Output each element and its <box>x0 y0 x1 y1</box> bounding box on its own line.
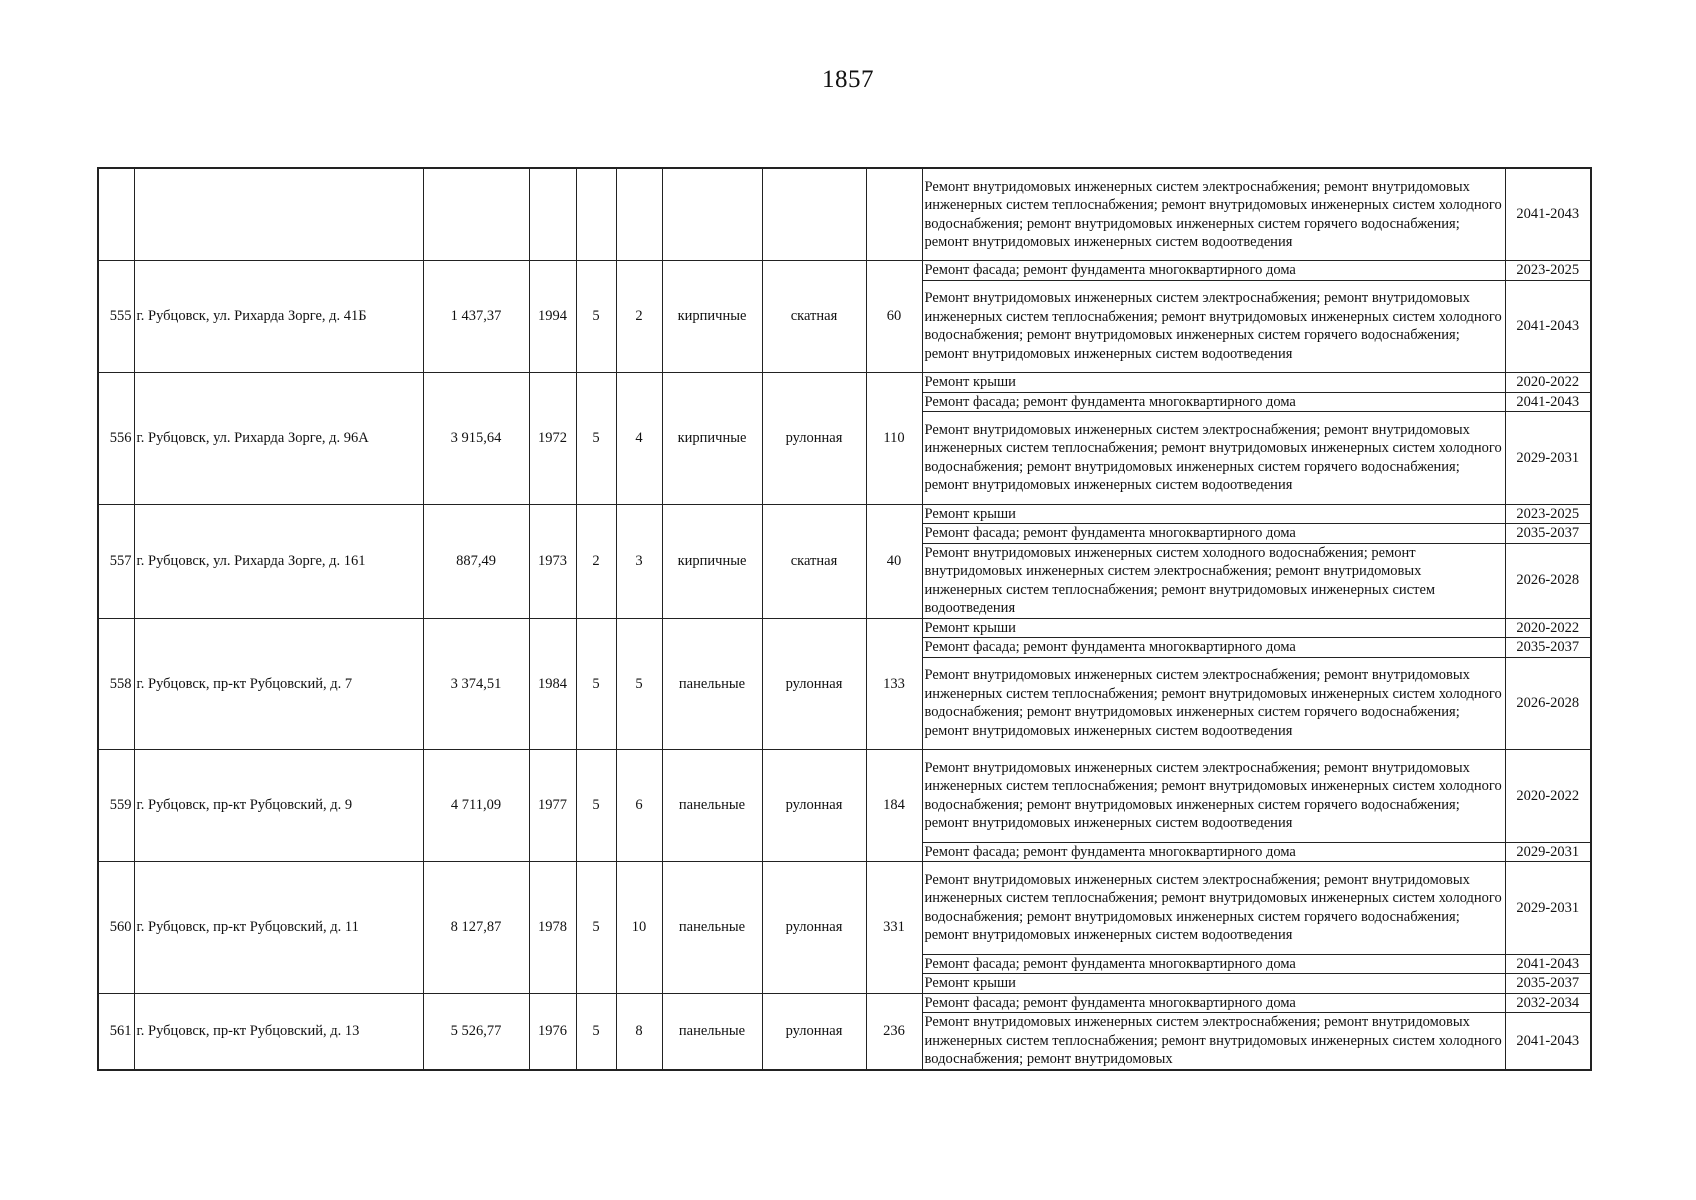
walls-material-cell: кирпичные <box>662 261 762 373</box>
work-type-cell: Ремонт внутридомовых инженерных систем электроснабжения; ремонт внутридомовых инженерных систем теплоснабжения; ремонт внутридомовых инженерных систем холодного водоснабжения; ремонт внутридомовых инженерных систем горячего водоснабжения; ремонт внутридомовых инженерных систем водоотведения <box>922 168 1505 261</box>
walls-material-cell <box>662 168 762 261</box>
entrances-cell: 4 <box>616 373 662 505</box>
address-cell: г. Рубцовск, пр-кт Рубцовский, д. 11 <box>134 862 423 994</box>
repair-period-cell: 2029-2031 <box>1505 842 1591 862</box>
area-cell: 8 127,87 <box>423 862 529 994</box>
roof-type-cell <box>762 168 866 261</box>
entrances-cell: 2 <box>616 261 662 373</box>
repair-period-cell: 2023-2025 <box>1505 261 1591 281</box>
repair-period-cell: 2041-2043 <box>1505 280 1591 373</box>
house-number-cell: 561 <box>98 993 134 1070</box>
roof-type-cell: рулонная <box>762 750 866 862</box>
floors-cell: 5 <box>576 261 616 373</box>
floors-cell <box>576 168 616 261</box>
repair-period-cell: 2041-2043 <box>1505 392 1591 412</box>
work-type-cell: Ремонт фасада; ремонт фундамента многоквартирного дома <box>922 261 1505 281</box>
work-type-cell: Ремонт фасада; ремонт фундамента многоквартирного дома <box>922 842 1505 862</box>
house-number-cell: 560 <box>98 862 134 994</box>
floors-cell: 5 <box>576 373 616 505</box>
area-cell: 3 374,51 <box>423 618 529 750</box>
table-row <box>98 618 1591 638</box>
address-cell: г. Рубцовск, пр-кт Рубцовский, д. 13 <box>134 993 423 1070</box>
work-type-cell: Ремонт крыши <box>922 974 1505 994</box>
floors-cell: 2 <box>576 504 616 618</box>
work-type-cell: Ремонт внутридомовых инженерных систем электроснабжения; ремонт внутридомовых инженерных систем теплоснабжения; ремонт внутридомовых инженерных систем холодного водоснабжения; ремонт внутридомовых инженерных систем горячего водоснабжения; ремонт внутридомовых инженерных систем водоотведения <box>922 280 1505 373</box>
floors-cell: 5 <box>576 862 616 994</box>
repair-period-cell: 2041-2043 <box>1505 168 1591 261</box>
year-cell: 1973 <box>529 504 576 618</box>
roof-type-cell: рулонная <box>762 373 866 505</box>
repair-period-cell: 2041-2043 <box>1505 954 1591 974</box>
house-number-cell: 556 <box>98 373 134 505</box>
work-type-cell: Ремонт фасада; ремонт фундамента многоквартирного дома <box>922 954 1505 974</box>
year-cell: 1994 <box>529 261 576 373</box>
year-cell: 1976 <box>529 993 576 1070</box>
capital-repair-table <box>97 167 1592 1071</box>
repair-period-cell: 2023-2025 <box>1505 504 1591 524</box>
repair-period-cell: 2026-2028 <box>1505 543 1591 618</box>
table-row <box>98 504 1591 524</box>
work-type-cell: Ремонт крыши <box>922 373 1505 393</box>
work-type-cell: Ремонт внутридомовых инженерных систем электроснабжения; ремонт внутридомовых инженерных систем теплоснабжения; ремонт внутридомовых инженерных систем холодного водоснабжения; ремонт внутридомовых инженерных систем горячего водоснабжения; ремонт внутридомовых инженерных систем водоотведения <box>922 862 1505 955</box>
work-type-cell: Ремонт внутридомовых инженерных систем электроснабжения; ремонт внутридомовых инженерных систем теплоснабжения; ремонт внутридомовых инженерных систем холодного водоснабжения; ремонт внутридомовых <box>922 1013 1505 1070</box>
repair-period-cell: 2035-2037 <box>1505 638 1591 658</box>
repair-period-cell: 2041-2043 <box>1505 1013 1591 1070</box>
entrances-cell <box>616 168 662 261</box>
apartments-cell <box>866 168 922 261</box>
apartments-cell: 110 <box>866 373 922 505</box>
floors-cell: 5 <box>576 993 616 1070</box>
year-cell: 1977 <box>529 750 576 862</box>
entrances-cell: 6 <box>616 750 662 862</box>
table-row <box>98 750 1591 843</box>
work-type-cell: Ремонт крыши <box>922 618 1505 638</box>
house-number-cell: 555 <box>98 261 134 373</box>
walls-material-cell: панельные <box>662 862 762 994</box>
entrances-cell: 5 <box>616 618 662 750</box>
address-cell: г. Рубцовск, пр-кт Рубцовский, д. 7 <box>134 618 423 750</box>
repair-period-cell: 2020-2022 <box>1505 618 1591 638</box>
address-cell: г. Рубцовск, ул. Рихарда Зорге, д. 161 <box>134 504 423 618</box>
apartments-cell: 40 <box>866 504 922 618</box>
work-type-cell: Ремонт внутридомовых инженерных систем электроснабжения; ремонт внутридомовых инженерных систем теплоснабжения; ремонт внутридомовых инженерных систем холодного водоснабжения; ремонт внутридомовых инженерных систем горячего водоснабжения; ремонт внутридомовых инженерных систем водоотведения <box>922 657 1505 750</box>
work-type-cell: Ремонт крыши <box>922 504 1505 524</box>
work-type-cell: Ремонт внутридомовых инженерных систем холодного водоснабжения; ремонт внутридомовых инженерных систем электроснабжения; ремонт внутридомовых инженерных систем теплоснабжения; ремонт внутридомовых инженерных систем водоотведения <box>922 543 1505 618</box>
address-cell: г. Рубцовск, ул. Рихарда Зорге, д. 96А <box>134 373 423 505</box>
roof-type-cell: рулонная <box>762 993 866 1070</box>
repair-period-cell: 2029-2031 <box>1505 862 1591 955</box>
area-cell: 1 437,37 <box>423 261 529 373</box>
walls-material-cell: панельные <box>662 750 762 862</box>
table-row <box>98 373 1591 393</box>
walls-material-cell: кирпичные <box>662 504 762 618</box>
year-cell: 1972 <box>529 373 576 505</box>
walls-material-cell: панельные <box>662 993 762 1070</box>
page-number: 1857 <box>822 66 874 93</box>
apartments-cell: 133 <box>866 618 922 750</box>
area-cell: 5 526,77 <box>423 993 529 1070</box>
address-cell: г. Рубцовск, пр-кт Рубцовский, д. 9 <box>134 750 423 862</box>
work-type-cell: Ремонт фасада; ремонт фундамента многоквартирного дома <box>922 993 1505 1013</box>
work-type-cell: Ремонт фасада; ремонт фундамента многоквартирного дома <box>922 638 1505 658</box>
address-cell: г. Рубцовск, ул. Рихарда Зорге, д. 41Б <box>134 261 423 373</box>
address-cell <box>134 168 423 261</box>
house-number-cell: 558 <box>98 618 134 750</box>
entrances-cell: 3 <box>616 504 662 618</box>
apartments-cell: 60 <box>866 261 922 373</box>
house-number-cell <box>98 168 134 261</box>
repair-period-cell: 2029-2031 <box>1505 412 1591 505</box>
repair-period-cell: 2032-2034 <box>1505 993 1591 1013</box>
apartments-cell: 236 <box>866 993 922 1070</box>
table-row <box>98 168 1591 261</box>
apartments-cell: 331 <box>866 862 922 994</box>
roof-type-cell: скатная <box>762 261 866 373</box>
roof-type-cell: рулонная <box>762 862 866 994</box>
work-type-cell: Ремонт внутридомовых инженерных систем электроснабжения; ремонт внутридомовых инженерных систем теплоснабжения; ремонт внутридомовых инженерных систем холодного водоснабжения; ремонт внутридомовых инженерных систем горячего водоснабжения; ремонт внутридомовых инженерных систем водоотведения <box>922 750 1505 843</box>
roof-type-cell: скатная <box>762 504 866 618</box>
year-cell <box>529 168 576 261</box>
house-number-cell: 557 <box>98 504 134 618</box>
year-cell: 1984 <box>529 618 576 750</box>
walls-material-cell: кирпичные <box>662 373 762 505</box>
floors-cell: 5 <box>576 750 616 862</box>
year-cell: 1978 <box>529 862 576 994</box>
apartments-cell: 184 <box>866 750 922 862</box>
repair-period-cell: 2020-2022 <box>1505 750 1591 843</box>
table-row <box>98 261 1591 281</box>
entrances-cell: 10 <box>616 862 662 994</box>
area-cell <box>423 168 529 261</box>
floors-cell: 5 <box>576 618 616 750</box>
roof-type-cell: рулонная <box>762 618 866 750</box>
work-type-cell: Ремонт внутридомовых инженерных систем электроснабжения; ремонт внутридомовых инженерных систем теплоснабжения; ремонт внутридомовых инженерных систем холодного водоснабжения; ремонт внутридомовых инженерных систем горячего водоснабжения; ремонт внутридомовых инженерных систем водоотведения <box>922 412 1505 505</box>
area-cell: 4 711,09 <box>423 750 529 862</box>
walls-material-cell: панельные <box>662 618 762 750</box>
repair-period-cell: 2035-2037 <box>1505 524 1591 544</box>
repair-period-cell: 2020-2022 <box>1505 373 1591 393</box>
area-cell: 887,49 <box>423 504 529 618</box>
table-row <box>98 862 1591 955</box>
house-number-cell: 559 <box>98 750 134 862</box>
work-type-cell: Ремонт фасада; ремонт фундамента многоквартирного дома <box>922 392 1505 412</box>
table-body <box>98 168 1591 1070</box>
repair-period-cell: 2026-2028 <box>1505 657 1591 750</box>
work-type-cell: Ремонт фасада; ремонт фундамента многоквартирного дома <box>922 524 1505 544</box>
table-row <box>98 993 1591 1013</box>
entrances-cell: 8 <box>616 993 662 1070</box>
area-cell: 3 915,64 <box>423 373 529 505</box>
repair-period-cell: 2035-2037 <box>1505 974 1591 994</box>
